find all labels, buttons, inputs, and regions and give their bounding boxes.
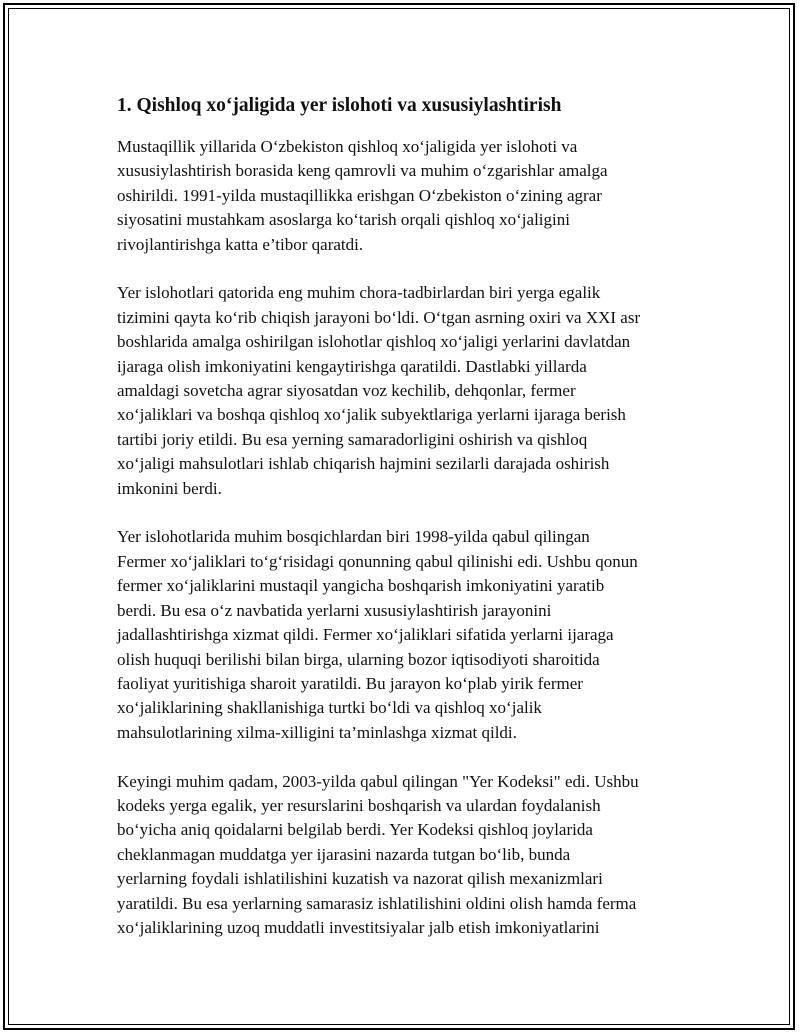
- text-line: xo‘jaliklari va boshqa qishloq xo‘jalik subyektlariga yerlarni ijaraga berish: [117, 405, 626, 425]
- text-line: boshlarida amalga oshirilgan islohotlar qishloq xo‘jaligi yerlarini davlatdan: [117, 332, 631, 352]
- text-line: oshirildi. 1991-yilda mustaqillikka erishgan O‘zbekiston o‘zining agrar: [117, 185, 602, 205]
- text-line: ijaraga olish imkoniyatini kengaytirishga qaratildi. Dastlabki yillarda: [117, 356, 587, 376]
- text-line: Mustaqillik yillarida O‘zbekiston qishloq xo‘jaligida yer islohoti va: [117, 137, 578, 156]
- text-line: siyosatini mustahkam asoslarga ko‘tarish orqali qishloq xo‘jaligini: [117, 210, 570, 230]
- text-line: xo‘jaligi mahsulotlari ishlab chiqarish hajmini sezilarli darajada oshirish: [117, 454, 610, 474]
- text-line: rivojlantirishga katta e’tibor qaratdi.: [117, 234, 364, 254]
- text-line: tartibi joriy etildi. Bu esa yerning samaradorligini oshirish va qishloq: [117, 429, 588, 449]
- document-body: [117, 92, 692, 965]
- text-line: mahsulotlarining xilma-xilligini ta’minlashga xizmat qildi.: [117, 722, 517, 742]
- text-line: xususiylashtirish borasida keng qamrovli va muhim o‘zgarishlar amalga: [117, 161, 608, 181]
- text-line: jadallashtirishga xizmat qildi. Fermer xo‘jaliklari sifatida yerlarni ijaraga: [117, 625, 614, 645]
- text-line: tizimini qayta ko‘rib chiqish jarayoni bo‘ldi. O‘tgan asrning oxiri va XXI asr: [117, 307, 641, 327]
- text-line: Yer islohotlari qatorida eng muhim chora-tadbirlardan biri yerga egalik: [117, 283, 601, 303]
- text-line: cheklanmagan muddatga yer ijarasini nazarda tutgan bo‘lib, bunda: [117, 844, 571, 864]
- text-line: faoliyat yuritishiga sharoit yaratildi. Bu jarayon ko‘plab yirik fermer: [117, 673, 583, 693]
- body-paragraph: [117, 770, 692, 941]
- text-line: amaldagi sovetcha agrar siyosatdan voz kechilib, dehqonlar, fermer: [117, 381, 576, 401]
- text-line: fermer xo‘jaliklarini mustaqil yangicha boshqarish imkoniyatini yaratib: [117, 576, 605, 596]
- text-line: imkonini berdi.: [117, 478, 222, 498]
- section-heading: 1. Qishloq xo‘jaligida yer islohoti va xususiylashtirish: [117, 95, 562, 116]
- text-line: Fermer xo‘jaliklari to‘g‘risidagi qonunning qabul qilinishi edi. Ushbu qonun: [117, 551, 638, 571]
- body-paragraph: [117, 135, 692, 257]
- text-line: Yer islohotlarida muhim bosqichlardan biri 1998-yilda qabul qilingan: [117, 527, 590, 547]
- text-line: yerlarning foydali ishlatilishini kuzatish va nazorat qilish mexanizmlari: [117, 869, 603, 889]
- text-line: olish huquqi berilishi bilan birga, ularning bozor iqtisodiyoti sharoitida: [117, 649, 600, 669]
- text-line: kodeks yerga egalik, yer resurslarini boshqarish va ulardan foydalanish: [117, 795, 601, 815]
- body-paragraph: [117, 525, 692, 745]
- text-line: bo‘yicha aniq qoidalarni belgilab berdi. Yer Kodeksi qishloq joylarida: [117, 820, 593, 840]
- text-line: xo‘jaliklarining uzoq muddatli investitsiyalar jalb etish imkoniyatlarini: [117, 917, 600, 937]
- text-line: Keyingi muhim qadam, 2003-yilda qabul qilingan "Yer Kodeksi" edi. Ushbu: [117, 771, 639, 791]
- body-paragraph: [117, 281, 692, 501]
- text-line: berdi. Bu esa o‘z navbatida yerlarni xususiylashtirish jarayonini: [117, 600, 552, 620]
- paragraph-list: [117, 135, 692, 940]
- text-line: yaratildi. Bu esa yerlarning samarasiz ishlatilishini oldini olish hamda ferma: [117, 893, 637, 913]
- text-line: xo‘jaliklarining shakllanishiga turtki bo‘ldi va qishloq xo‘jalik: [117, 698, 542, 718]
